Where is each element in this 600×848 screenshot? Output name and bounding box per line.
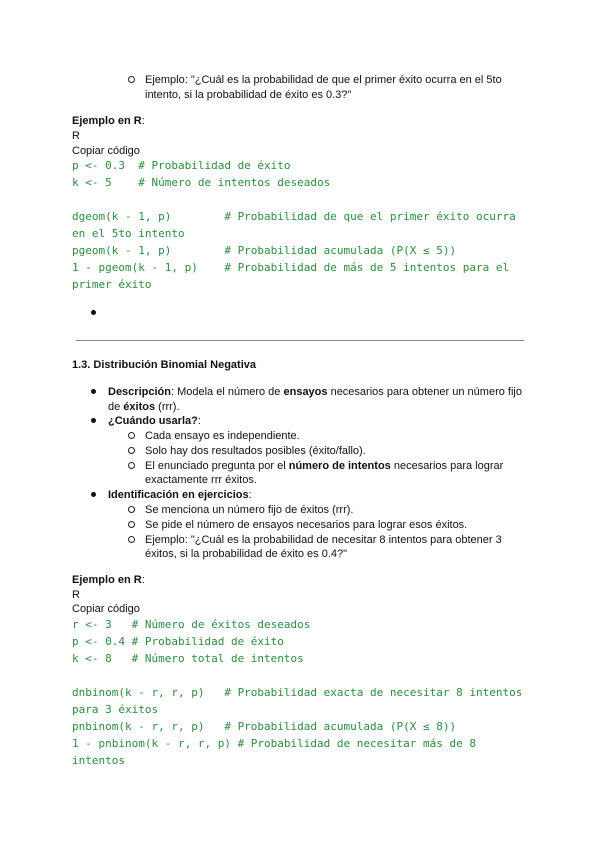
code-line — [72, 667, 522, 684]
list-item: Se menciona un número fijo de éxitos (rrr). — [145, 504, 354, 516]
hollow-bullet-icon — [128, 76, 135, 83]
identificacion-heading: Identificación en ejercicios: — [108, 489, 252, 501]
geom-copy-code-button[interactable]: Copiar código — [72, 145, 140, 157]
code-line: intentos — [72, 754, 125, 767]
geom-code-block — [72, 157, 516, 293]
cuando-heading: ¿Cuándo usarla?: — [108, 415, 201, 427]
example-line-2: éxitos, si la probabilidad de éxito es 0.4?" — [145, 548, 348, 560]
hollow-bullet-icon — [128, 462, 135, 469]
nbinom-code-block — [72, 616, 522, 769]
hollow-bullet-icon — [128, 432, 135, 439]
code-line: primer éxito — [72, 278, 152, 291]
code-line — [72, 191, 516, 208]
geom-code-lang: R — [72, 130, 80, 142]
code-line: p <- 0.4 # Probabilidad de éxito — [72, 635, 284, 648]
empty-bullet-icon — [91, 310, 96, 315]
hollow-bullet-icon — [128, 447, 135, 454]
bullet-icon — [91, 492, 96, 497]
example-line-1: Ejemplo: "¿Cuál es la probabilidad de necesitar 8 intentos para obtener 3 — [145, 534, 502, 546]
list-item: Cada ensayo es independiente. — [145, 430, 300, 442]
code-line: 1 - pgeom(k - 1, p) # Probabilidad de más de 5 intentos para el — [72, 261, 510, 274]
descripcion-line-1: Descripción: Modela el número de ensayos necesarios para obtener un número fijo — [108, 386, 522, 398]
section-title: 1.3. Distribución Binomial Negativa — [72, 359, 256, 371]
horizontal-divider — [76, 340, 524, 341]
bullet-icon — [91, 389, 96, 394]
nbinom-copy-code-button[interactable]: Copiar código — [72, 603, 140, 615]
hollow-bullet-icon — [128, 506, 135, 513]
list-item-continuation: exactamente rrr éxitos. — [145, 474, 257, 486]
top-example-line-1: Ejemplo: "¿Cuál es la probabilidad de que el primer éxito ocurra en el 5to — [145, 74, 502, 86]
list-item: Se pide el número de ensayos necesarios para lograr esos éxitos. — [145, 519, 468, 531]
nbinom-code-lang: R — [72, 589, 80, 601]
list-item: El enunciado pregunta por el número de intentos necesarios para lograr — [145, 460, 504, 472]
bullet-icon — [91, 418, 96, 423]
code-line: r <- 3 # Número de éxitos deseados — [72, 618, 311, 631]
code-line: k <- 5 # Número de intentos deseados — [72, 176, 331, 189]
code-line: p <- 0.3 # Probabilidad de éxito — [72, 159, 291, 172]
code-line: pnbinom(k - r, r, p) # Probabilidad acumulada (P(X ≤ 8)) — [72, 720, 457, 733]
list-item: Solo hay dos resultados posibles (éxito/fallo). — [145, 445, 366, 457]
hollow-bullet-icon — [128, 521, 135, 528]
top-example-line-2: intento, si la probabilidad de éxito es 0.3?" — [145, 89, 352, 101]
hollow-bullet-icon — [128, 536, 135, 543]
code-line: dnbinom(k - r, r, p) # Probabilidad exacta de necesitar 8 intentos — [72, 686, 523, 699]
code-line: para 3 éxitos — [72, 703, 159, 716]
nbinom-example-heading: Ejemplo en R: — [72, 574, 145, 586]
code-line: pgeom(k - 1, p) # Probabilidad acumulada (P(X ≤ 5)) — [72, 244, 457, 257]
code-line: k <- 8 # Número total de intentos — [72, 652, 304, 665]
descripcion-line-2: de éxitos (rrr). — [108, 401, 180, 413]
code-line: dgeom(k - 1, p) # Probabilidad de que el primer éxito ocurra — [72, 210, 516, 223]
code-line: 1 - pnbinom(k - r, r, p) # Probabilidad de necesitar más de 8 — [72, 737, 476, 750]
code-line: en el 5to intento — [72, 227, 185, 240]
geom-example-heading: Ejemplo en R: — [72, 115, 145, 127]
